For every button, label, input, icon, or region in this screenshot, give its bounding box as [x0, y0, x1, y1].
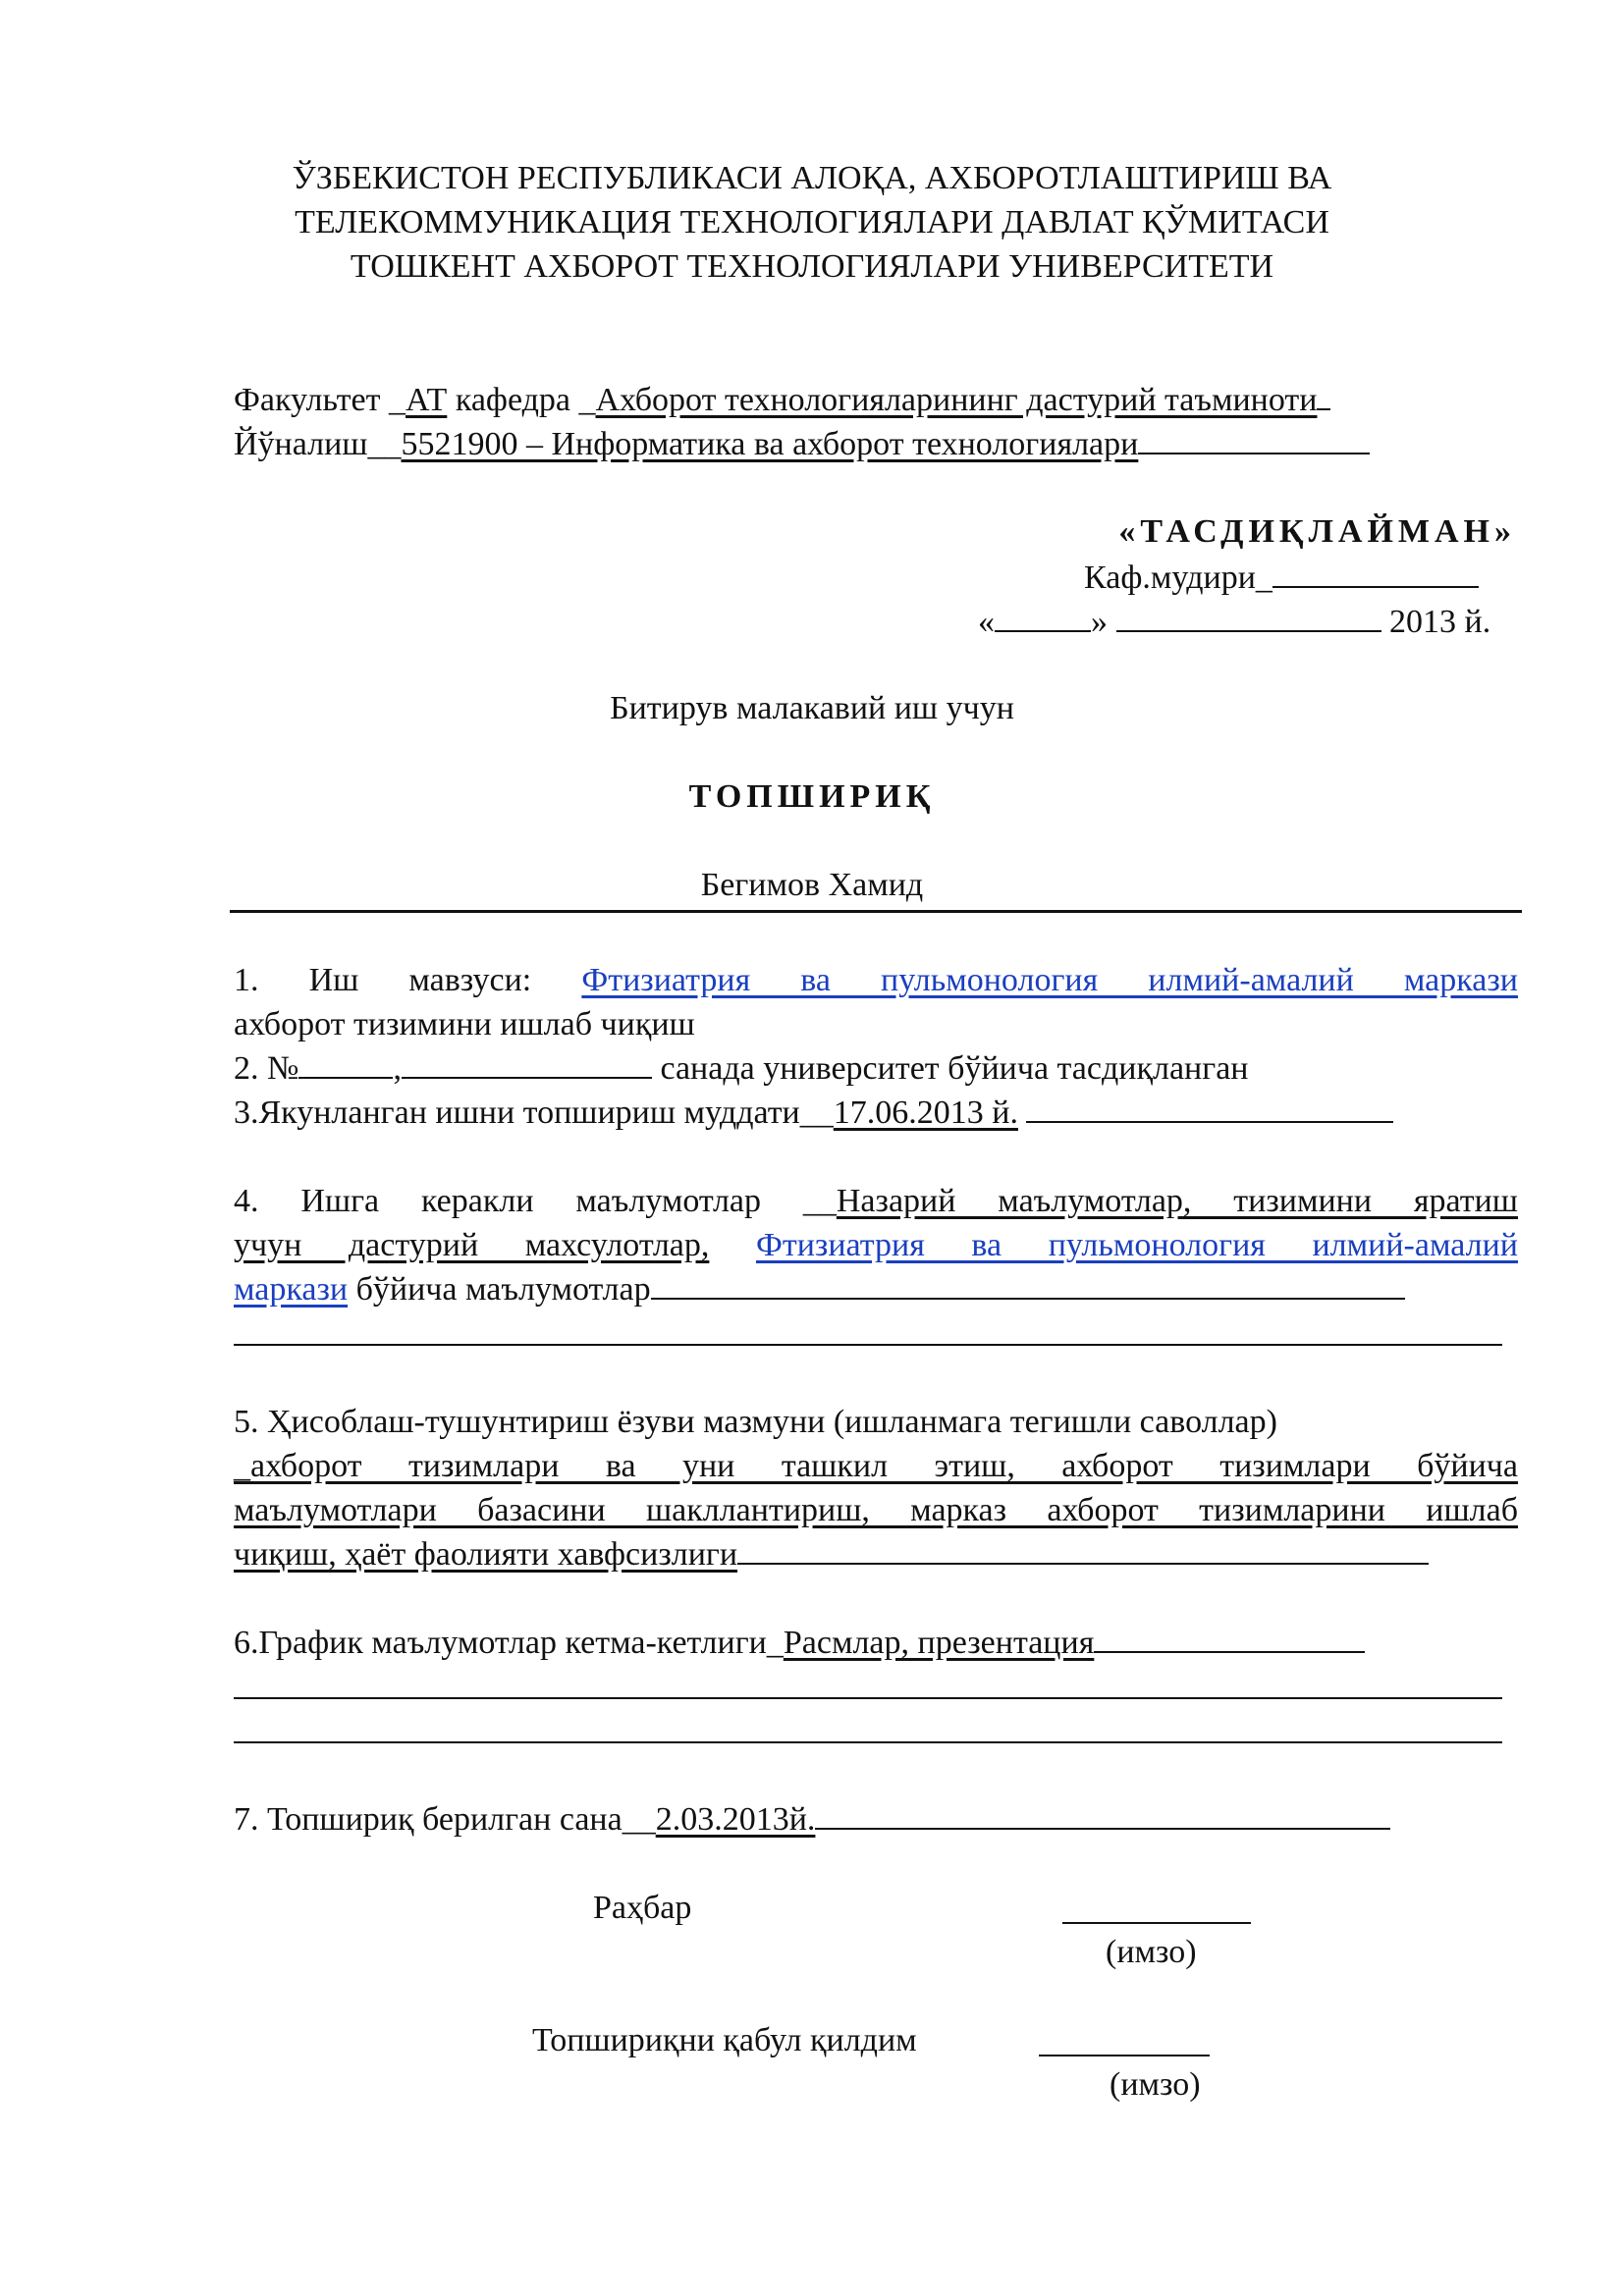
item-4-link-2[interactable]: маркази [234, 1271, 349, 1308]
direction-label: Йўналиш__ [234, 426, 402, 462]
item-4-extra-rule [234, 1344, 1502, 1346]
student-sign-caption: (имзо) [1110, 2066, 1201, 2103]
item-3-blank [1026, 1092, 1393, 1123]
item-4-line-2 [234, 1224, 1518, 1267]
head-signature-blank [1272, 557, 1479, 588]
department-blank [1317, 379, 1330, 410]
date-close-quote: » [1091, 604, 1108, 640]
item-2-prefix: 2. № [234, 1050, 299, 1087]
department-label: кафедра _ [455, 382, 596, 418]
item-6-blank [1094, 1622, 1365, 1653]
student-signature-blank [1039, 2055, 1210, 2056]
item-4-link-1[interactable]: Фтизиатрия ва пульмонология илмий-амалий [755, 1227, 1518, 1263]
department-value: Ахборот технологияларининг дастурий таъминоти [595, 382, 1318, 418]
item-6-rule-1 [234, 1697, 1502, 1699]
item-5-value-3: чиқиш, ҳаёт фаолияти хавфсизлиги [234, 1536, 738, 1573]
item-2-date-blank [402, 1047, 652, 1079]
faculty-label: Факультет _ [234, 382, 406, 418]
item-2-number-blank [298, 1047, 393, 1079]
item-1-line-2: ахборот тизимини ишлаб чиқиш [234, 1006, 695, 1042]
item-5-label: 5. Ҳисоблаш-тушунтириш ёзуви мазмуни (ишланмага тегишли саволлар) [234, 1404, 1277, 1440]
day-blank [995, 601, 1091, 632]
approve-title: «ТАСДИҚЛАЙМАН» [1118, 513, 1516, 550]
item-6-label: 6.График маълумотлар кетма-кетлиги_ [234, 1625, 784, 1661]
item-4-value-1: Назарий маълумотлар, тизимини яратиш [836, 1183, 1518, 1219]
month-blank [1116, 601, 1381, 632]
item-4-tail: бўйича маълумотлар [355, 1271, 651, 1308]
assignment-subtitle: Битирув малакавий иш учун [610, 690, 1014, 726]
head-line [1084, 557, 1479, 600]
item-3-label: 3.Якунланган ишни топшириш муддати__ [234, 1095, 834, 1131]
item-1-line-1 [234, 959, 1518, 1002]
item-7-label: 7. Топшириқ берилган сана__ [234, 1801, 656, 1838]
item-5-blank [737, 1533, 1429, 1565]
item-2-line [234, 1047, 1249, 1091]
item-4-label: 4. Ишга керакли маълумотлар __ [234, 1183, 837, 1219]
item-5-line-2: маълумотлари базасини шакллантириш, марказ ахборот тизимларини ишлаб [234, 1492, 1518, 1528]
supervisor-signature-blank [1062, 1922, 1251, 1924]
item-6-value: Расмлар, презентация [783, 1625, 1095, 1661]
direction-value: 5521900 – Информатика ва ахборот технологиялари [401, 426, 1139, 462]
item-7-line [234, 1798, 1390, 1842]
item-5-line-1: _ахборот тизимлари ва уни ташкил этиш, ахборот тизимлари бўйича [234, 1448, 1518, 1484]
item-7-value: 2.03.2013й. [655, 1801, 816, 1838]
accepted-label: Топшириқни қабул қилдим [532, 2022, 917, 2058]
item-1-topic-link[interactable]: Фтизиатрия ва пульмонология илмий-амалий маркази [581, 962, 1518, 998]
item-3-value: 17.06.2013 й. [833, 1095, 1018, 1131]
item-4-line-1 [234, 1180, 1518, 1223]
direction-blank [1138, 423, 1370, 454]
item-5-line-3 [234, 1533, 1429, 1576]
item-6-rule-2 [234, 1741, 1502, 1743]
supervisor-label: Раҳбар [593, 1890, 692, 1926]
item-7-blank [815, 1798, 1390, 1830]
item-3-line [234, 1092, 1393, 1135]
date-open-quote: « [978, 604, 995, 640]
item-1-label: 1. Иш мавзуси: [234, 962, 532, 998]
header-line-3: ТОШКЕНТ АХБОРОТ ТЕХНОЛОГИЯЛАРИ УНИВЕРСИТЕТИ [350, 248, 1274, 285]
header-line-1: ЎЗБЕКИСТОН РЕСПУБЛИКАСИ АЛОҚА, АХБОРОТЛАШТИРИШ ВА [292, 160, 1332, 196]
faculty-line [234, 379, 1330, 422]
student-name: Бегимов Хамид [700, 867, 924, 903]
item-6-line [234, 1622, 1365, 1665]
item-2-comma: , [393, 1050, 402, 1087]
header-line-2: ТЕЛЕКОММУНИКАЦИЯ ТЕХНОЛОГИЯЛАРИ ДАВЛАТ ҚЎМИТАСИ [295, 204, 1329, 240]
approve-year: 2013 й. [1389, 604, 1491, 640]
supervisor-sign-caption: (имзо) [1106, 1934, 1197, 1970]
student-underline [230, 910, 1522, 913]
faculty-value: АТ [405, 382, 448, 418]
assignment-title: ТОПШИРИҚ [688, 778, 936, 815]
direction-line [234, 423, 1370, 466]
item-4-line-3 [234, 1268, 1405, 1311]
item-2-text: санада университет бўйича тасдиқланган [660, 1050, 1249, 1087]
item-4-blank [651, 1268, 1405, 1300]
head-label: Каф.мудири_ [1084, 560, 1272, 596]
approve-date-line [978, 601, 1490, 644]
item-4-value-2: учун дастурий махсулотлар, [234, 1227, 710, 1263]
